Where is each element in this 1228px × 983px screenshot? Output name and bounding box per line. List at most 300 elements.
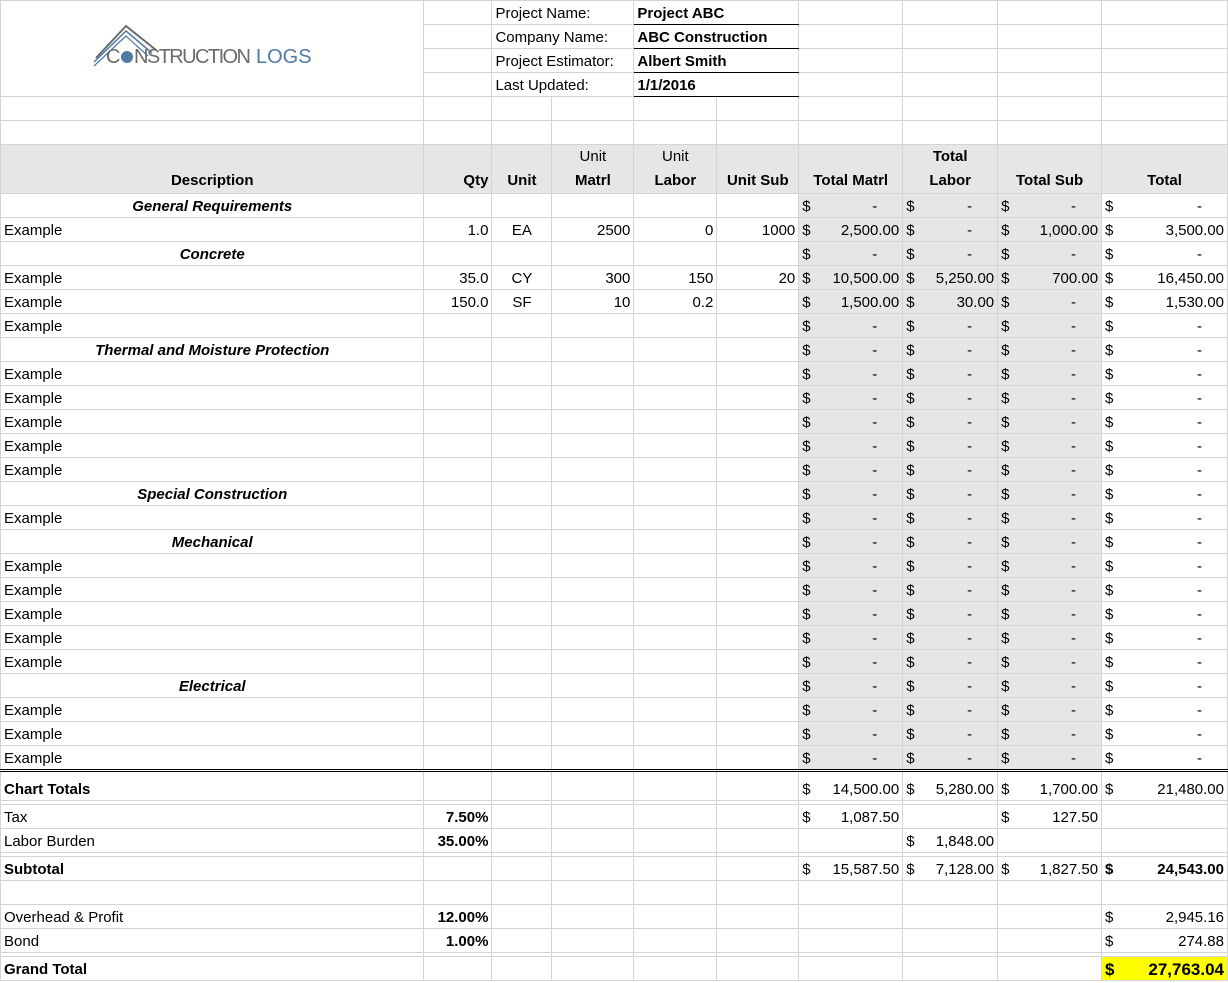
cell[interactable]	[717, 805, 799, 829]
total-total[interactable]	[1102, 458, 1228, 482]
rate[interactable]	[424, 857, 492, 881]
column-header[interactable]	[799, 145, 903, 194]
cell[interactable]	[1, 121, 424, 145]
total-total[interactable]	[1102, 194, 1228, 218]
unit-matrl[interactable]	[552, 194, 634, 218]
summary-label[interactable]: Chart Totals	[1, 771, 424, 801]
description[interactable]: Example	[1, 578, 424, 602]
unit-labor[interactable]: 150	[634, 266, 717, 290]
cell[interactable]	[799, 1, 903, 25]
total-tsub[interactable]	[998, 722, 1102, 746]
unit-matrl[interactable]	[552, 698, 634, 722]
info-value[interactable]: 1/1/2016	[634, 73, 799, 97]
unit-labor[interactable]	[634, 698, 717, 722]
total-tsub[interactable]	[998, 410, 1102, 434]
unit-labor[interactable]	[634, 626, 717, 650]
total-total[interactable]	[1102, 386, 1228, 410]
description[interactable]: Example	[1, 722, 424, 746]
qty[interactable]: 150.0	[424, 290, 492, 314]
cell[interactable]	[492, 957, 552, 981]
cell[interactable]	[634, 771, 717, 801]
summary-label[interactable]: Bond	[1, 929, 424, 953]
unit-labor[interactable]	[634, 458, 717, 482]
rate[interactable]: 1.00%	[424, 929, 492, 953]
unit-sub[interactable]	[717, 578, 799, 602]
cell[interactable]	[424, 121, 492, 145]
total-tlab[interactable]	[903, 242, 998, 266]
total-tmat[interactable]	[799, 578, 903, 602]
cell[interactable]	[717, 121, 799, 145]
summary-tmat[interactable]	[799, 905, 903, 929]
cell[interactable]	[492, 97, 552, 121]
cell[interactable]	[799, 881, 903, 905]
total-tlab[interactable]	[903, 746, 998, 771]
unit-matrl[interactable]	[552, 314, 634, 338]
cell[interactable]	[903, 1, 998, 25]
total-tsub[interactable]	[998, 650, 1102, 674]
summary-label[interactable]: Grand Total	[1, 957, 424, 981]
cell[interactable]	[717, 857, 799, 881]
summary-tmat[interactable]	[799, 957, 903, 981]
column-header[interactable]	[1102, 145, 1228, 194]
cell[interactable]	[717, 905, 799, 929]
total-tmat[interactable]	[799, 386, 903, 410]
total-total[interactable]	[1102, 338, 1228, 362]
qty[interactable]	[424, 674, 492, 698]
total-tmat[interactable]	[799, 266, 903, 290]
total-tlab[interactable]	[903, 410, 998, 434]
total-tsub[interactable]	[998, 674, 1102, 698]
unit-matrl[interactable]: 10	[552, 290, 634, 314]
qty[interactable]	[424, 626, 492, 650]
total-tsub[interactable]	[998, 194, 1102, 218]
qty[interactable]	[424, 554, 492, 578]
cell[interactable]	[634, 905, 717, 929]
summary-tsub[interactable]	[998, 905, 1102, 929]
summary-total[interactable]	[1102, 929, 1228, 953]
total-tlab[interactable]	[903, 602, 998, 626]
unit-labor[interactable]	[634, 722, 717, 746]
total-tmat[interactable]	[799, 290, 903, 314]
cell[interactable]	[552, 771, 634, 801]
total-tsub[interactable]	[998, 362, 1102, 386]
description[interactable]: Example	[1, 218, 424, 242]
description[interactable]: Electrical	[1, 674, 424, 698]
cell[interactable]	[903, 49, 998, 73]
total-tlab[interactable]	[903, 194, 998, 218]
unit-sub[interactable]	[717, 362, 799, 386]
summary-total[interactable]	[1102, 857, 1228, 881]
description[interactable]: Example	[1, 746, 424, 771]
total-tsub[interactable]	[998, 530, 1102, 554]
total-tmat[interactable]	[799, 722, 903, 746]
summary-tlab[interactable]	[903, 957, 998, 981]
total-total[interactable]	[1102, 674, 1228, 698]
unit-labor[interactable]	[634, 650, 717, 674]
description[interactable]: Concrete	[1, 242, 424, 266]
summary-total[interactable]	[1102, 829, 1228, 853]
qty[interactable]	[424, 530, 492, 554]
total-tmat[interactable]	[799, 218, 903, 242]
unit-sub[interactable]	[717, 698, 799, 722]
unit-labor[interactable]	[634, 362, 717, 386]
cell[interactable]	[552, 121, 634, 145]
cell[interactable]	[552, 957, 634, 981]
total-tmat[interactable]	[799, 506, 903, 530]
cell[interactable]	[717, 957, 799, 981]
cell[interactable]	[424, 881, 492, 905]
unit[interactable]	[492, 362, 552, 386]
column-header[interactable]	[903, 145, 998, 194]
summary-tlab[interactable]	[903, 805, 998, 829]
cell[interactable]	[492, 905, 552, 929]
total-tlab[interactable]	[903, 338, 998, 362]
unit-sub[interactable]	[717, 338, 799, 362]
total-tsub[interactable]	[998, 698, 1102, 722]
unit-labor[interactable]	[634, 338, 717, 362]
total-tsub[interactable]	[998, 554, 1102, 578]
qty[interactable]	[424, 722, 492, 746]
cell[interactable]	[492, 771, 552, 801]
rate[interactable]	[424, 771, 492, 801]
cell[interactable]	[717, 881, 799, 905]
total-tmat[interactable]	[799, 242, 903, 266]
summary-tsub[interactable]	[998, 929, 1102, 953]
total-tlab[interactable]	[903, 530, 998, 554]
description[interactable]: Example	[1, 458, 424, 482]
total-tmat[interactable]	[799, 602, 903, 626]
unit-labor[interactable]	[634, 314, 717, 338]
unit-sub[interactable]	[717, 434, 799, 458]
cell[interactable]	[998, 1, 1102, 25]
qty[interactable]: 35.0	[424, 266, 492, 290]
summary-tsub[interactable]	[998, 805, 1102, 829]
unit-sub[interactable]: 20	[717, 266, 799, 290]
total-tsub[interactable]	[998, 602, 1102, 626]
total-tsub[interactable]	[998, 338, 1102, 362]
cell[interactable]	[998, 881, 1102, 905]
summary-tmat[interactable]	[799, 771, 903, 801]
cell[interactable]	[552, 929, 634, 953]
summary-tlab[interactable]	[903, 829, 998, 853]
unit[interactable]	[492, 626, 552, 650]
total-tsub[interactable]	[998, 314, 1102, 338]
cell[interactable]	[424, 25, 492, 49]
cell[interactable]	[1102, 49, 1228, 73]
unit[interactable]: EA	[492, 218, 552, 242]
total-total[interactable]	[1102, 722, 1228, 746]
unit-sub[interactable]	[717, 626, 799, 650]
unit-labor[interactable]	[634, 482, 717, 506]
cell[interactable]	[903, 97, 998, 121]
qty[interactable]	[424, 338, 492, 362]
info-label[interactable]: Project Estimator:	[492, 49, 634, 73]
info-value[interactable]: Albert Smith	[634, 49, 799, 73]
unit[interactable]	[492, 458, 552, 482]
description[interactable]: Example	[1, 434, 424, 458]
unit-sub[interactable]	[717, 650, 799, 674]
cell[interactable]	[492, 881, 552, 905]
qty[interactable]	[424, 482, 492, 506]
total-total[interactable]	[1102, 290, 1228, 314]
summary-tsub[interactable]	[998, 857, 1102, 881]
qty[interactable]	[424, 602, 492, 626]
total-tlab[interactable]	[903, 650, 998, 674]
cell[interactable]	[717, 97, 799, 121]
unit-matrl[interactable]	[552, 578, 634, 602]
total-tmat[interactable]	[799, 410, 903, 434]
summary-total[interactable]	[1102, 905, 1228, 929]
unit-sub[interactable]	[717, 506, 799, 530]
unit[interactable]: SF	[492, 290, 552, 314]
unit-matrl[interactable]	[552, 242, 634, 266]
unit-matrl[interactable]: 300	[552, 266, 634, 290]
unit-sub[interactable]	[717, 602, 799, 626]
description[interactable]: Example	[1, 314, 424, 338]
unit[interactable]	[492, 746, 552, 771]
cell[interactable]	[634, 97, 717, 121]
cell[interactable]	[903, 121, 998, 145]
unit[interactable]	[492, 434, 552, 458]
unit-sub[interactable]	[717, 410, 799, 434]
cell[interactable]	[1102, 97, 1228, 121]
total-total[interactable]	[1102, 626, 1228, 650]
total-tmat[interactable]	[799, 338, 903, 362]
description[interactable]: Example	[1, 626, 424, 650]
unit-matrl[interactable]	[552, 458, 634, 482]
qty[interactable]	[424, 314, 492, 338]
total-total[interactable]	[1102, 506, 1228, 530]
unit-sub[interactable]	[717, 722, 799, 746]
unit-labor[interactable]	[634, 194, 717, 218]
unit[interactable]	[492, 194, 552, 218]
unit[interactable]	[492, 314, 552, 338]
unit-matrl[interactable]	[552, 506, 634, 530]
cell[interactable]	[903, 25, 998, 49]
unit-labor[interactable]	[634, 506, 717, 530]
unit-matrl[interactable]	[552, 434, 634, 458]
cell[interactable]	[492, 929, 552, 953]
unit-sub[interactable]: 1000	[717, 218, 799, 242]
total-total[interactable]	[1102, 218, 1228, 242]
cell[interactable]	[492, 829, 552, 853]
description[interactable]: Example	[1, 602, 424, 626]
summary-tlab[interactable]	[903, 771, 998, 801]
total-tmat[interactable]	[799, 554, 903, 578]
unit[interactable]	[492, 698, 552, 722]
total-tsub[interactable]	[998, 290, 1102, 314]
total-tlab[interactable]	[903, 674, 998, 698]
description[interactable]: Example	[1, 386, 424, 410]
cell[interactable]	[1102, 1, 1228, 25]
qty[interactable]	[424, 386, 492, 410]
unit[interactable]	[492, 602, 552, 626]
description[interactable]: Example	[1, 410, 424, 434]
unit[interactable]	[492, 386, 552, 410]
total-tmat[interactable]	[799, 314, 903, 338]
rate[interactable]: 12.00%	[424, 905, 492, 929]
total-total[interactable]	[1102, 698, 1228, 722]
total-total[interactable]	[1102, 242, 1228, 266]
total-tlab[interactable]	[903, 554, 998, 578]
unit-matrl[interactable]	[552, 650, 634, 674]
unit-labor[interactable]	[634, 578, 717, 602]
info-label[interactable]: Project Name:	[492, 1, 634, 25]
unit-matrl[interactable]	[552, 338, 634, 362]
cell[interactable]	[717, 771, 799, 801]
total-tsub[interactable]	[998, 218, 1102, 242]
unit-matrl[interactable]	[552, 362, 634, 386]
cell[interactable]	[634, 805, 717, 829]
total-tlab[interactable]	[903, 626, 998, 650]
unit-matrl[interactable]	[552, 602, 634, 626]
unit-sub[interactable]	[717, 458, 799, 482]
total-tsub[interactable]	[998, 746, 1102, 771]
description[interactable]: General Requirements	[1, 194, 424, 218]
total-tmat[interactable]	[799, 746, 903, 771]
cell[interactable]	[903, 881, 998, 905]
cell[interactable]	[1102, 121, 1228, 145]
unit[interactable]	[492, 674, 552, 698]
total-tmat[interactable]	[799, 458, 903, 482]
total-tsub[interactable]	[998, 266, 1102, 290]
cell[interactable]	[1102, 25, 1228, 49]
unit-matrl[interactable]	[552, 530, 634, 554]
cell[interactable]	[552, 905, 634, 929]
summary-total[interactable]	[1102, 957, 1228, 981]
summary-label[interactable]: Overhead & Profit	[1, 905, 424, 929]
column-header[interactable]	[424, 145, 492, 194]
column-header[interactable]	[998, 145, 1102, 194]
unit[interactable]	[492, 578, 552, 602]
cell[interactable]	[552, 881, 634, 905]
info-value[interactable]: Project ABC	[634, 1, 799, 25]
summary-tlab[interactable]	[903, 905, 998, 929]
unit-labor[interactable]	[634, 242, 717, 266]
cell[interactable]	[424, 49, 492, 73]
summary-label[interactable]: Tax	[1, 805, 424, 829]
qty[interactable]	[424, 362, 492, 386]
cell[interactable]	[799, 97, 903, 121]
description[interactable]: Example	[1, 698, 424, 722]
cell[interactable]	[799, 49, 903, 73]
unit-sub[interactable]	[717, 554, 799, 578]
column-header[interactable]	[492, 145, 552, 194]
unit-matrl[interactable]: 2500	[552, 218, 634, 242]
summary-tsub[interactable]	[998, 957, 1102, 981]
cell[interactable]	[552, 97, 634, 121]
cell[interactable]	[634, 829, 717, 853]
description[interactable]: Example	[1, 554, 424, 578]
column-header[interactable]	[1, 145, 424, 194]
cell[interactable]	[799, 121, 903, 145]
total-tlab[interactable]	[903, 482, 998, 506]
total-tlab[interactable]	[903, 386, 998, 410]
cell[interactable]	[998, 73, 1102, 97]
unit[interactable]	[492, 410, 552, 434]
cell[interactable]	[424, 73, 492, 97]
description[interactable]: Special Construction	[1, 482, 424, 506]
qty[interactable]	[424, 458, 492, 482]
total-total[interactable]	[1102, 314, 1228, 338]
summary-total[interactable]	[1102, 771, 1228, 801]
total-tsub[interactable]	[998, 386, 1102, 410]
total-tmat[interactable]	[799, 650, 903, 674]
unit-sub[interactable]	[717, 746, 799, 771]
column-header[interactable]	[552, 145, 634, 194]
cell[interactable]	[998, 97, 1102, 121]
total-tsub[interactable]	[998, 242, 1102, 266]
description[interactable]: Example	[1, 362, 424, 386]
description[interactable]: Example	[1, 650, 424, 674]
cell[interactable]	[717, 929, 799, 953]
rate[interactable]: 35.00%	[424, 829, 492, 853]
total-total[interactable]	[1102, 578, 1228, 602]
qty[interactable]	[424, 434, 492, 458]
total-total[interactable]	[1102, 650, 1228, 674]
qty[interactable]	[424, 578, 492, 602]
total-total[interactable]	[1102, 554, 1228, 578]
qty[interactable]	[424, 746, 492, 771]
unit[interactable]	[492, 650, 552, 674]
unit[interactable]	[492, 530, 552, 554]
total-tmat[interactable]	[799, 698, 903, 722]
unit-labor[interactable]	[634, 434, 717, 458]
total-tmat[interactable]	[799, 194, 903, 218]
unit-sub[interactable]	[717, 314, 799, 338]
rate[interactable]	[424, 957, 492, 981]
cell[interactable]	[799, 25, 903, 49]
unit-labor[interactable]	[634, 554, 717, 578]
unit-labor[interactable]	[634, 602, 717, 626]
total-tlab[interactable]	[903, 458, 998, 482]
total-tmat[interactable]	[799, 626, 903, 650]
column-header[interactable]	[634, 145, 717, 194]
cell[interactable]	[634, 929, 717, 953]
unit-labor[interactable]: 0	[634, 218, 717, 242]
description[interactable]: Thermal and Moisture Protection	[1, 338, 424, 362]
total-tsub[interactable]	[998, 458, 1102, 482]
cell[interactable]	[634, 121, 717, 145]
cell[interactable]	[903, 73, 998, 97]
total-tlab[interactable]	[903, 506, 998, 530]
total-tlab[interactable]	[903, 362, 998, 386]
description[interactable]: Example	[1, 266, 424, 290]
unit-matrl[interactable]	[552, 386, 634, 410]
total-tlab[interactable]	[903, 266, 998, 290]
total-tmat[interactable]	[799, 674, 903, 698]
cell[interactable]	[998, 25, 1102, 49]
unit-sub[interactable]	[717, 674, 799, 698]
description[interactable]: Mechanical	[1, 530, 424, 554]
unit-labor[interactable]	[634, 410, 717, 434]
total-total[interactable]	[1102, 362, 1228, 386]
rate[interactable]: 7.50%	[424, 805, 492, 829]
cell[interactable]	[634, 857, 717, 881]
summary-tmat[interactable]	[799, 805, 903, 829]
unit-sub[interactable]	[717, 242, 799, 266]
summary-label[interactable]: Labor Burden	[1, 829, 424, 853]
unit[interactable]	[492, 722, 552, 746]
unit-matrl[interactable]	[552, 410, 634, 434]
total-total[interactable]	[1102, 434, 1228, 458]
summary-tlab[interactable]	[903, 929, 998, 953]
total-tmat[interactable]	[799, 362, 903, 386]
total-tlab[interactable]	[903, 218, 998, 242]
qty[interactable]	[424, 506, 492, 530]
cell[interactable]	[424, 97, 492, 121]
unit-matrl[interactable]	[552, 746, 634, 771]
